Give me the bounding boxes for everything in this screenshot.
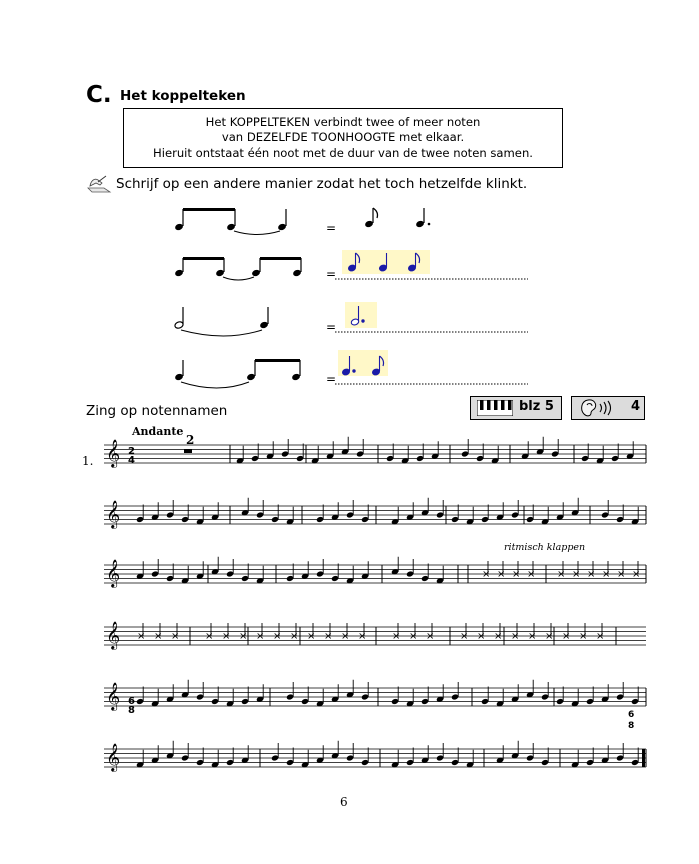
sing-label: Zing op notennamen [86,403,228,419]
rhythm-x-note: × [273,631,282,642]
rhythm-x-note: × [602,569,611,580]
exercise-number: 1. [82,454,94,468]
rhythm-x-note: × [632,569,641,580]
rhythm-x-note: × [482,569,491,580]
rhythm-x-note: × [324,631,333,642]
treble-clef-icon: 𝄞 [106,500,121,528]
rhythm-x-note: × [617,569,626,580]
rhythm-x-note: × [587,569,596,580]
time-signature-top: 2 [128,446,135,457]
rhythm-x-note: × [512,569,521,580]
rhythm-x-note: × [572,569,581,580]
rhythm-x-note: × [358,631,367,642]
multi-rest-count: 2 [186,433,195,447]
time-signature-top: 6 [628,710,635,720]
rhythm-x-note: × [426,631,435,642]
rule-line: van DEZELFDE TOONHOOGTE met elkaar. [221,130,465,145]
equals-sign: = [326,372,337,386]
rule-line: Het KOPPELTEKEN verbindt twee of meer noten [205,114,481,129]
answer-highlight [345,302,377,328]
rhythm-row-1 [174,208,430,235]
final-barline [642,749,645,767]
piano-page-ref: blz 5 [519,399,554,414]
treble-clef-icon: 𝄞 [106,682,121,710]
rhythm-x-note: × [307,631,316,642]
equals-sign: = [326,267,337,281]
rhythm-x-note: × [290,631,299,642]
rhythm-x-note: × [460,631,469,642]
tempo-marking: Andante [132,425,184,438]
writing-hand-icon [86,174,112,194]
clap-label: ritmisch klappen [504,542,586,553]
rhythm-x-note: × [579,631,588,642]
rhythm-x-note: × [477,631,486,642]
rhythm-row-4 [174,350,528,388]
section-letter: C. [86,82,112,108]
rhythm-x-note: × [222,631,231,642]
rhythm-x-note: × [137,631,146,642]
rhythm-x-note: × [256,631,265,642]
rhythm-x-note: × [527,569,536,580]
treble-clef-icon: 𝄞 [106,559,121,587]
rhythm-x-note: × [562,631,571,642]
equals-sign: = [326,320,337,334]
rhythm-x-note: × [596,631,605,642]
rhythm-x-note: × [511,631,520,642]
time-signature-bottom: 8 [628,721,635,731]
section-title: Het koppelteken [120,88,246,104]
rhythm-x-note: × [557,569,566,580]
multi-rest [184,449,192,453]
rhythm-x-note: × [497,569,506,580]
rhythm-x-note: × [239,631,248,642]
rhythm-x-note: × [409,631,418,642]
staff-line-group [104,445,646,463]
rhythm-x-note: × [154,631,163,642]
rhythm-row-2 [174,250,528,281]
treble-clef-icon: 𝄞 [106,743,121,771]
rhythm-x-note: × [494,631,503,642]
treble-clef-icon: 𝄞 [106,621,121,649]
treble-clef-icon: 𝄞 [106,439,121,467]
music-score [80,420,650,790]
piano-keys-icon [477,400,513,416]
time-signature-bottom: 4 [128,455,135,466]
page-number: 6 [340,795,348,809]
rhythm-x-note: × [392,631,401,642]
rhythm-x-note: × [171,631,180,642]
equals-sign: = [326,221,337,235]
audio-track-number: 4 [631,399,641,414]
rhythm-exercise [150,200,570,400]
rule-box [123,108,563,168]
time-signature-bottom: 8 [128,705,135,716]
rhythm-row-3 [174,302,528,336]
rhythm-x-note: × [341,631,350,642]
rhythm-x-note: × [528,631,537,642]
time-signature-top: 6 [128,696,135,707]
exercise-instruction: Schrijf op een andere manier zodat het toch hetzelfde klinkt. [116,176,528,192]
rhythm-x-note: × [545,631,554,642]
rhythm-x-note: × [205,631,214,642]
rule-line: Hieruit ontstaat één noot met de duur van de twee noten samen. [153,145,533,160]
listen-ear-icon [578,398,618,418]
